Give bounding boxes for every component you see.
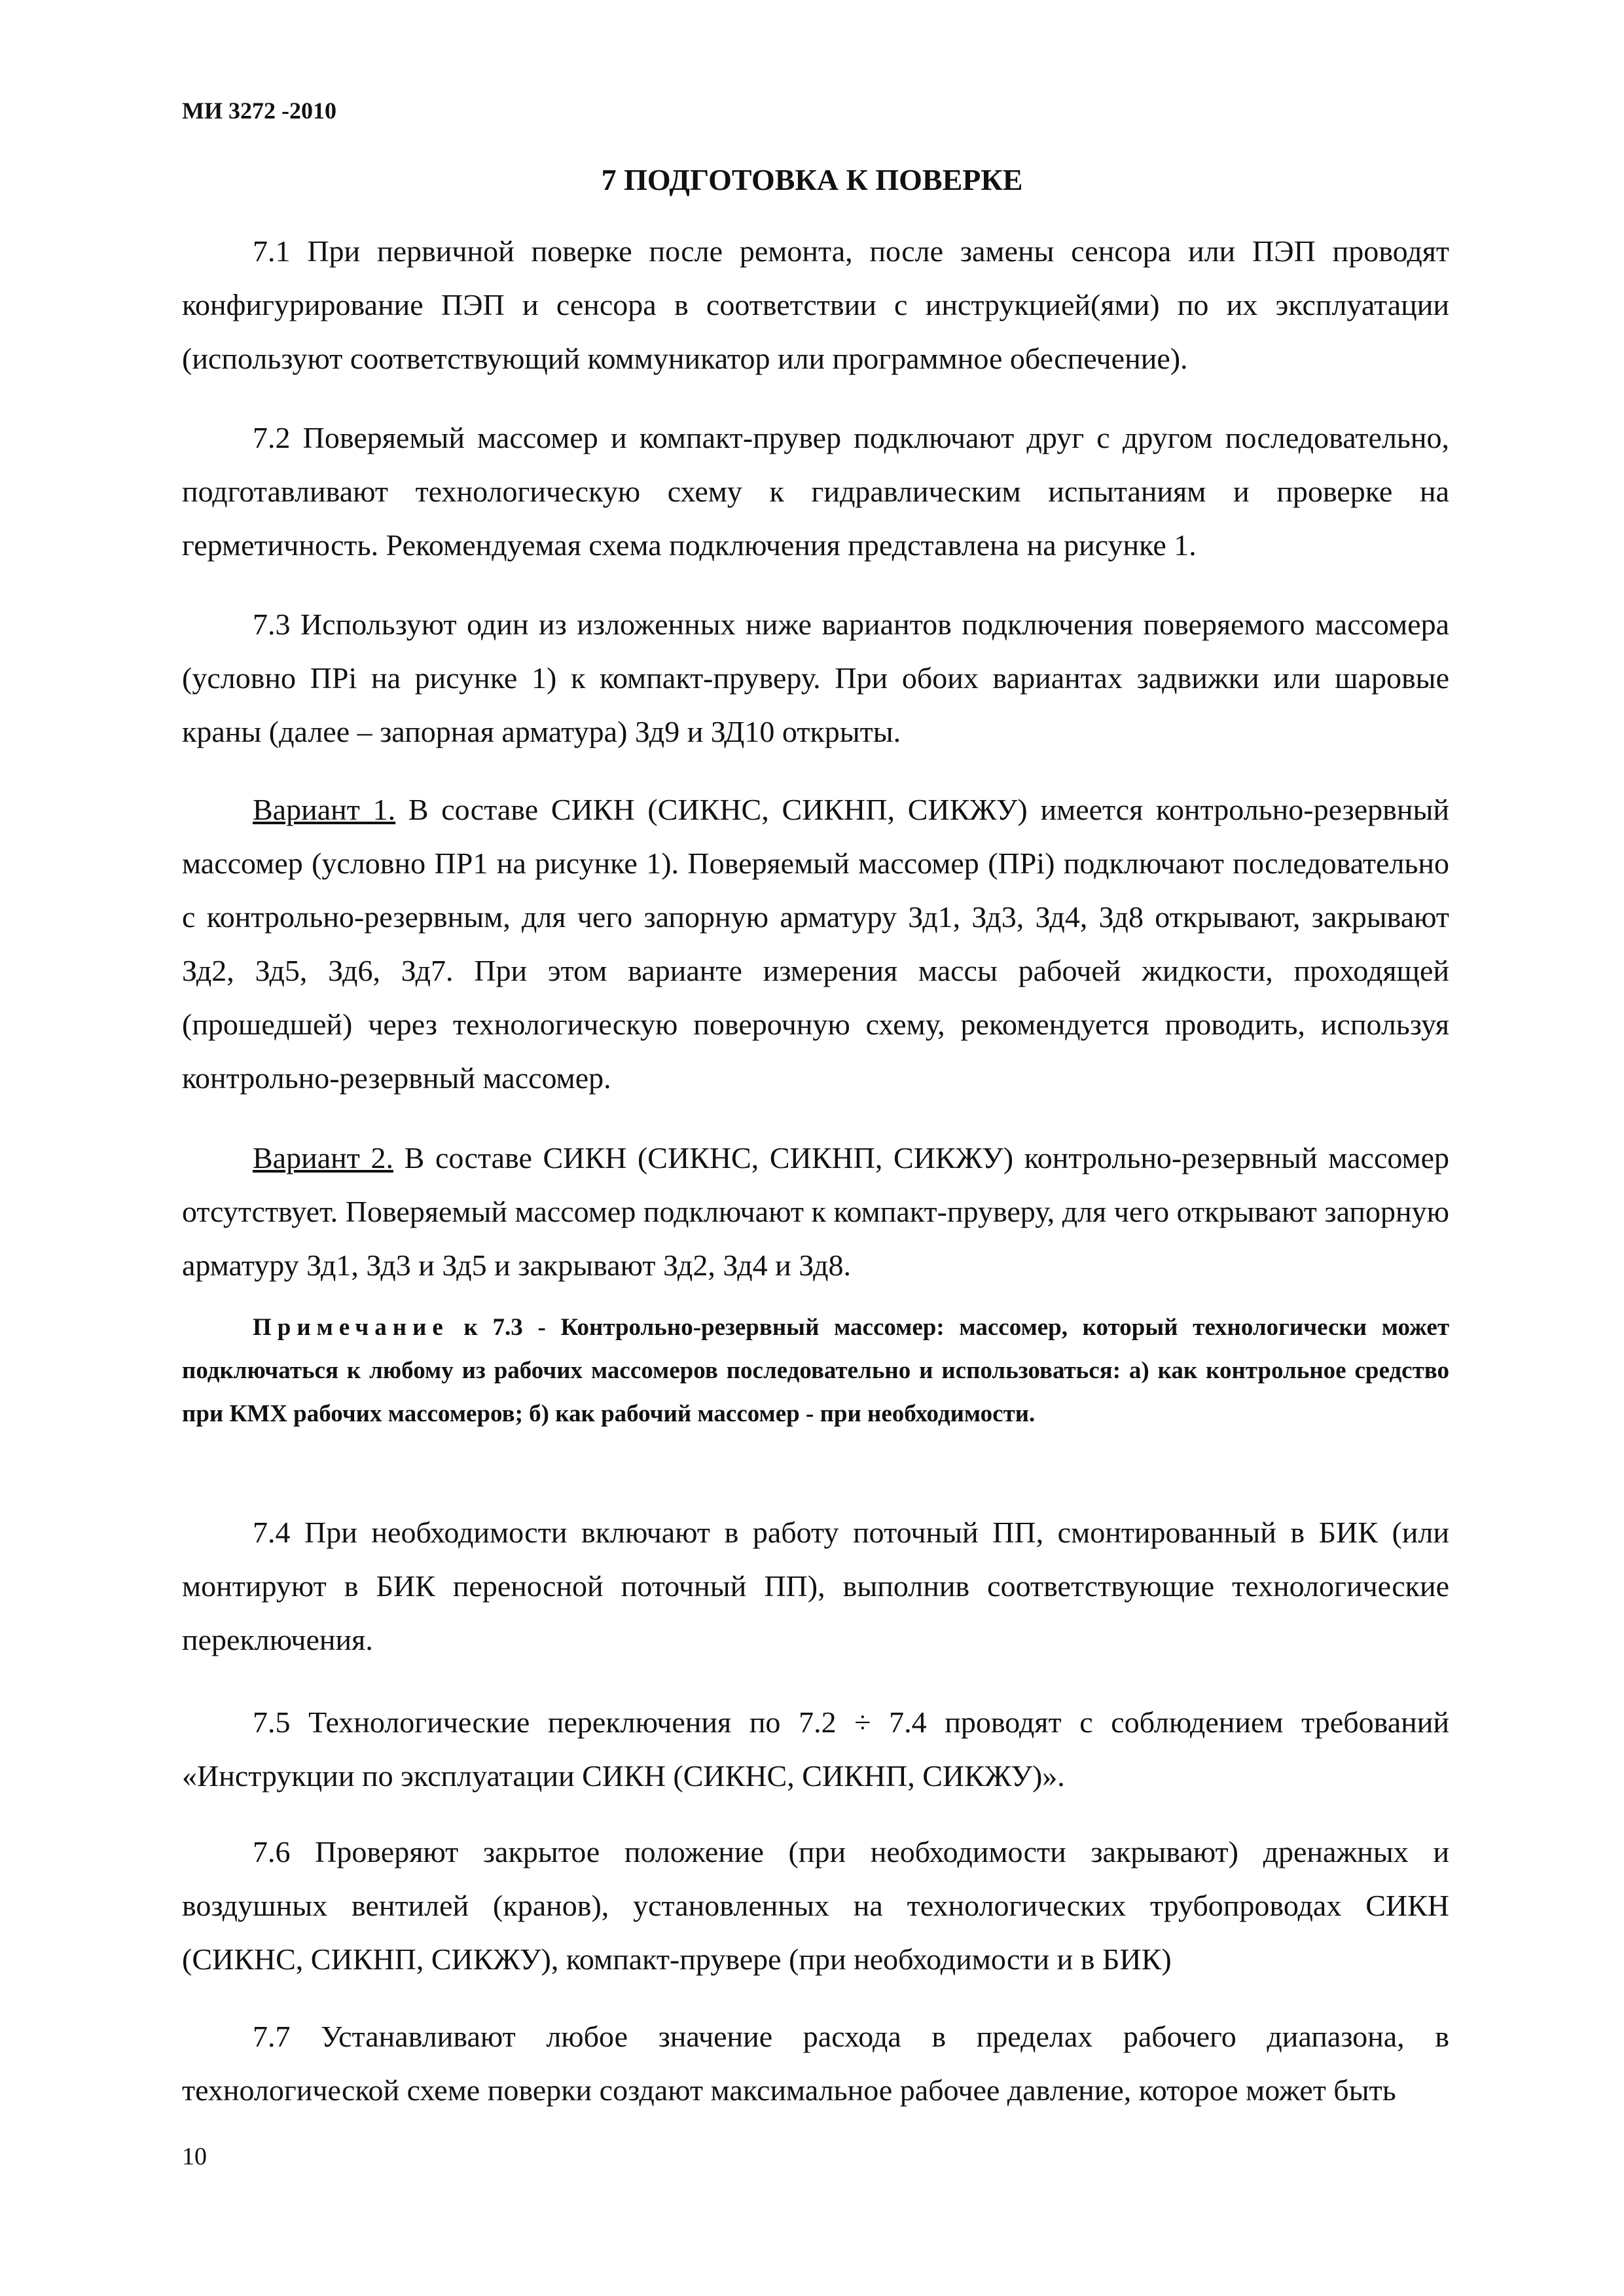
paragraph-7-3: 7.3 Используют один из изложенных ниже вариантов подключения поверяемого массомера (условно ПРi на рисунке 1) к компакт-пруверу. При обоих вариантах задвижки или шаровые краны (далее – запорная арматура) Зд9 и ЗД10 открыты. xyxy=(182,608,1449,748)
paragraph-7-5: 7.5 Технологические переключения по 7.2 ÷ 7.4 проводят с соблюдением требований «Инструкции по эксплуатации СИКН (СИКНС, СИКНП, СИКЖУ)». xyxy=(182,1705,1449,1793)
note-label: Примечание xyxy=(253,1314,449,1341)
page-header: МИ 3272 -2010 xyxy=(182,98,336,124)
paragraph-7-6: 7.6 Проверяют закрытое положение (при необходимости закрывают) дренажных и воздушных вентилей (кранов), установленных на технологических трубопроводах СИКН (СИКНС, СИКНП, СИКЖУ), компакт-прувере (при необходимости и в БИК) xyxy=(182,1835,1449,1976)
paragraph-variant-1 xyxy=(182,783,1449,1105)
variant-2-text: В составе СИКН (СИКНС, СИКНП, СИКЖУ) контрольно-резервный массомер отсутствует. Поверяемый массомер подключают к компакт-пруверу, для чего открывают запорную арматуру Зд1, Зд3 и Зд5 и закрывают Зд2, Зд4 и Зд8. xyxy=(182,1141,1450,1282)
paragraph-7-1: 7.1 При первичной поверке после ремонта, после замены сенсора или ПЭП проводят конфигурирование ПЭП и сенсора в соответствии с инструкцией(ями) по их эксплуатации (используют соответствующий коммуникатор или программное обеспечение). xyxy=(182,234,1449,375)
paragraph-7-7: 7.7 Устанавливают любое значение расхода в пределах рабочего диапазона, в технологической схеме поверки создают максимальное рабочее давление, которое может быть xyxy=(182,2020,1449,2107)
section-title: 7 ПОДГОТОВКА К ПОВЕРКЕ xyxy=(601,163,1023,196)
variant-1-text: В составе СИКН (СИКНС, СИКНП, СИКЖУ) имеется контрольно-резервный массомер (условно ПР1 на рисунке 1). Поверяемый массомер (ПРi) подключают последовательно с контрольно-резервным, для чего запорную арматуру Зд1, Зд3, Зд4, Зд8 открывают, закрывают Зд2, Зд5, Зд6, Зд7. При этом варианте измерения массы рабочей жидкости, проходящей (прошедшей) через технологическую поверочную схему, рекомендуется проводить, используя контрольно-резервный массомер. xyxy=(182,793,1449,1095)
paragraph-variant-2 xyxy=(182,1131,1449,1292)
note-7-3 xyxy=(182,1306,1449,1436)
page-number: 10 xyxy=(182,2143,207,2170)
variant-1-label: Вариант 1. xyxy=(253,793,396,826)
paragraph-7-4: 7.4 При необходимости включают в работу поточный ПП, смонтированный в БИК (или монтируют в БИК переносной поточный ПП), выполнив соответствующие технологические переключения. xyxy=(182,1516,1449,1656)
paragraph-7-2: 7.2 Поверяемый массомер и компакт-прувер подключают друг с другом последовательно, подготавливают технологическую схему к гидравлическим испытаниям и проверке на герметичность. Рекомендуемая схема подключения представлена на рисунке 1. xyxy=(182,421,1449,562)
note-text: к 7.3 - Контрольно-резервный массомер: массомер, который технологически может подключаться к любому из рабочих массомеров последовательно и использоваться: а) как контрольное средство при КМХ рабочих массомеров; б) как рабочий массомер - при необходимости. xyxy=(182,1314,1449,1427)
variant-2-label: Вариант 2. xyxy=(253,1141,393,1175)
